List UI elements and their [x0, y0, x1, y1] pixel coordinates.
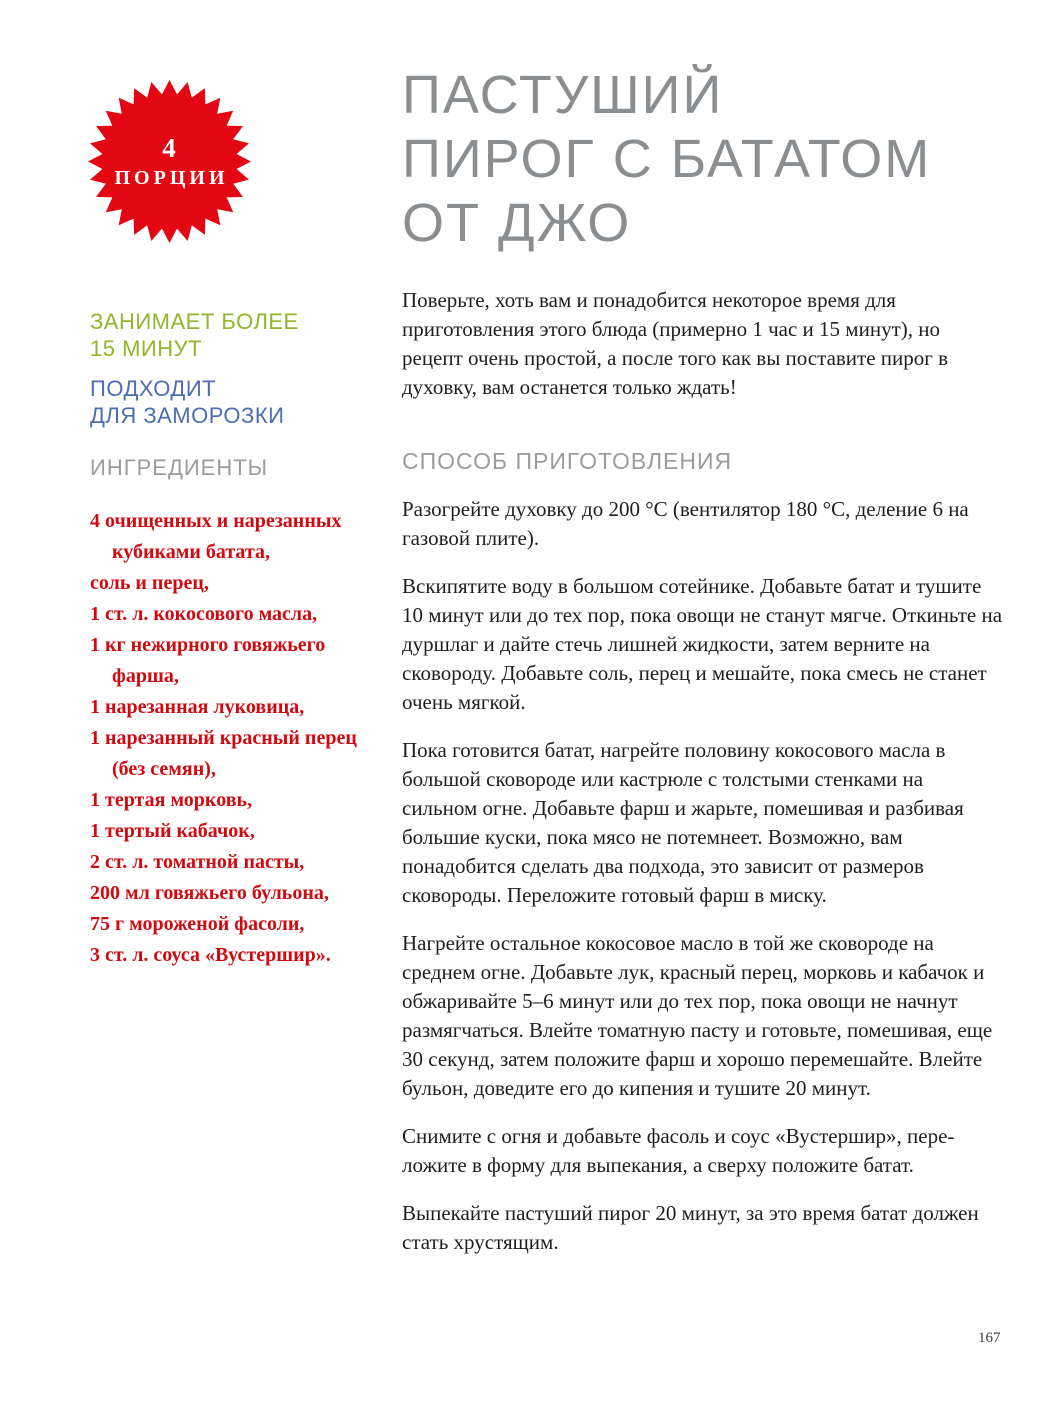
- main-content: [402, 286, 1003, 1276]
- time-note-line: 15 МИНУТ: [90, 336, 203, 361]
- ingredient-item: 1 тертая морковь,: [90, 789, 253, 811]
- method-step: Разогрейте духовку до 200 °C (вентилятор 180 °C, деление 6 на газовой плите).: [402, 497, 969, 550]
- servings-label: ПОРЦИИ: [114, 167, 229, 189]
- servings-count: 4: [162, 133, 177, 163]
- ingredient-item: 1 нарезанная луковица,: [90, 696, 305, 718]
- recipe-title-line: ПИРОГ С БАТАТОМ: [402, 129, 932, 189]
- ingredients-heading: ИНГРЕДИЕНТЫ: [90, 455, 269, 480]
- ingredient-item: 1 кг нежирного говяжьего фарша,: [90, 634, 326, 687]
- time-note-line: ЗАНИМАЕТ БОЛЕЕ: [90, 309, 299, 334]
- ingredients-list: [90, 506, 390, 971]
- method-step: Вскипятите воду в большом сотейнике. Добавьте батат и тушите 10 минут или до тех пор, пока овощи не станут мягче. Откиньте на дуршлаг и дайте стечь лишней жидкости, затем верните на сковороду. Добавьте соль, перец и мешайте, пока смесь не станет очень мягкой.: [402, 574, 1003, 714]
- ingredient-item: 1 нарезанный красный перец (без семян),: [90, 727, 357, 780]
- recipe-title-line: ОТ ДЖО: [402, 193, 632, 253]
- ingredient-item: 200 мл говяжьего бульона,: [90, 882, 329, 904]
- time-note: [90, 308, 390, 362]
- freeze-note-line: ДЛЯ ЗАМОРОЗКИ: [90, 403, 285, 428]
- ingredient-item: 1 ст. л. кокосового масла,: [90, 603, 318, 625]
- ingredient-item: 4 очищенных и нарезанных кубиками батата,: [90, 510, 342, 563]
- ingredient-item: соль и перец,: [90, 572, 209, 594]
- servings-badge: [88, 80, 251, 243]
- sidebar: [90, 308, 390, 971]
- recipe-title: [402, 63, 1042, 255]
- freeze-note: [90, 375, 390, 429]
- method-heading: СПОСОБ ПРИГОТОВЛЕНИЯ: [402, 448, 733, 474]
- ingredient-item: 1 тертый кабачок,: [90, 820, 255, 842]
- method-step: Нагрейте остальное кокосовое масло в той же сковороде на среднем огне. Добавьте лук, красный перец, морковь и кабачок и обжаривайте 5–6 минут или до тех пор, пока овощи не начнут размягчаться. Влейте томатную пасту и готовьте, помешивая, еще 30 секунд, затем положите фарш и хорошо перемешайте. Влейте бульон, доведите его до кипения и тушите 20 минут.: [402, 931, 993, 1100]
- servings-badge-text: [88, 80, 251, 243]
- intro-paragraph: Поверьте, хоть вам и понадобится некоторое время для приготовления этого блюда (примерно 1 час и 15 минут), но рецепт очень простой, а после того как вы поставите пирог в духовку, вам останется только ждать!: [402, 288, 949, 399]
- method-step: Пока готовится батат, нагрейте половину кокосового масла в большой сковороде или кастрюле с толстыми стенками на сильном огне. Добавьте фарш и жарьте, помешивая и разбивая большие куски, пока мясо не потемнеет. Возможно, вам понадобится сделать два подхода, это зависит от размеров сковороды. Переложите готовый фарш в миску.: [402, 738, 964, 907]
- method-step: Выпекайте пастуший пирог 20 минут, за это время батат должен стать хрустящим.: [402, 1201, 979, 1254]
- ingredient-item: 75 г мороженой фасоли,: [90, 913, 305, 935]
- ingredient-item: 2 ст. л. томатной пасты,: [90, 851, 305, 873]
- page-number: 167: [978, 1330, 1001, 1346]
- method-steps: [402, 495, 1003, 1257]
- method-step: Снимите с огня и добавьте фасоль и соус «Вустершир», переложите в форму для выпекания, а сверху положите батат.: [402, 1124, 955, 1177]
- ingredient-item: 3 ст. л. соуса «Вустершир».: [90, 944, 331, 966]
- recipe-title-line: ПАСТУШИЙ: [402, 65, 724, 125]
- freeze-note-line: ПОДХОДИТ: [90, 376, 217, 401]
